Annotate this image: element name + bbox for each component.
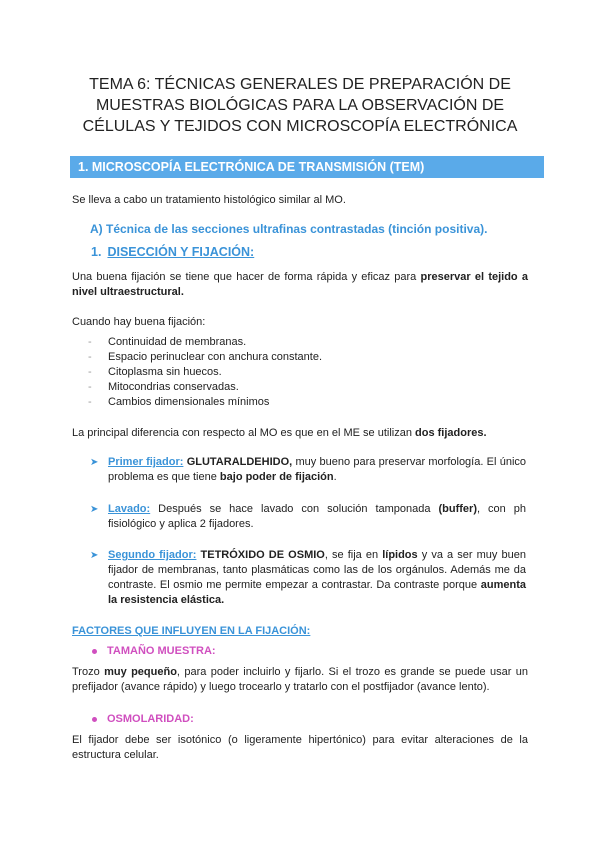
first-fixer-text-2: .	[333, 471, 337, 483]
second-fixer-item	[90, 548, 526, 608]
second-fixer-text: , se fija en	[324, 549, 383, 561]
osmolarity-heading	[92, 712, 194, 727]
first-fixer-bold: GLUTARALDEHIDO,	[186, 456, 293, 468]
arrow-right-icon: ➤	[90, 504, 99, 515]
difference-bold: dos fijadores.	[415, 427, 487, 439]
list-item: - Citoplasma sin huecos.	[88, 365, 322, 380]
title-line-3: CÉLULAS Y TEJIDOS CON MICROSCOPÍA ELECTRÓNICA	[82, 118, 518, 135]
subheading-technique: A) Técnica de las secciones ultrafinas contrastadas (tinción positiva).	[90, 222, 488, 236]
size-heading	[92, 644, 216, 659]
size-bold: muy pequeño	[104, 666, 177, 678]
bullet-dot-icon	[92, 717, 97, 722]
section-heading-tem: 1. MICROSCOPÍA ELECTRÓNICA DE TRANSMISIÓN (TEM)	[70, 156, 544, 178]
arrow-right-icon: ➤	[90, 550, 99, 561]
size-paragraph	[72, 665, 528, 695]
subheading-label: DISECCIÓN Y FIJACIÓN:	[107, 245, 255, 259]
wash-text: Después se hace lavado con solución tamponada	[150, 503, 439, 515]
wash-body	[108, 502, 526, 532]
wash-bold: (buffer)	[438, 503, 477, 515]
factors-heading: FACTORES QUE INFLUYEN EN LA FIJACIÓN:	[72, 625, 311, 637]
size-text: Trozo	[72, 666, 105, 678]
second-fixer-bold: TETRÓXIDO DE OSMIO	[200, 549, 325, 561]
second-fixer-bold-2: lípidos	[382, 549, 418, 561]
difference-text: La principal diferencia con respecto al MO es que en el ME se utilizan	[72, 427, 416, 439]
list-item: - Espacio perinuclear con anchura constante.	[88, 350, 322, 365]
good-fixation-intro: Cuando hay buena fijación:	[72, 316, 206, 328]
first-fixer-body	[108, 455, 526, 485]
fixation-text: Una buena fijación se tiene que hacer de forma rápida y eficaz para	[72, 271, 421, 283]
second-fixer-bold-3: aumenta la resistencia elástica.	[108, 579, 526, 606]
list-item: - Mitocondrias conservadas.	[88, 380, 322, 395]
size-heading-text: TAMAÑO MUESTRA:	[107, 645, 216, 657]
subheading-number: 1.	[91, 245, 102, 259]
list-item: - Continuidad de membranas.	[88, 335, 322, 350]
wash-label: Lavado:	[108, 503, 151, 515]
list-item: - Cambios dimensionales mínimos	[88, 395, 322, 410]
first-fixer-bold-2: bajo poder de fijación	[219, 471, 334, 483]
title-line-2: MUESTRAS BIOLÓGICAS PARA LA OBSERVACIÓN DE	[95, 97, 505, 114]
second-fixer-label: Segundo fijador:	[108, 549, 197, 561]
page-title	[60, 74, 540, 137]
fixation-paragraph	[72, 270, 528, 300]
title-line-1: TEMA 6: TÉCNICAS GENERALES DE PREPARACIÓN DE	[89, 76, 511, 93]
first-fixer-text: muy bueno para preservar morfología. El único problema es que tiene	[108, 456, 527, 483]
bullet-dot-icon	[92, 649, 97, 654]
subheading-dissection	[91, 245, 254, 260]
size-text-2: , para poder incluirlo y fijarlo. Si el trozo es grande se puede usar un prefijador (avance rápido) y luego trocearlo y tratarlo con el postfijador (avance lento).	[72, 666, 528, 693]
wash-item	[90, 502, 526, 532]
wash-text-2: , con ph fisiológico y aplica 2 fijadores.	[108, 503, 526, 530]
first-fixer-label: Primer fijador:	[108, 456, 184, 468]
osmolarity-heading-text: OSMOLARIDAD:	[107, 713, 194, 725]
good-fixation-list	[88, 335, 322, 410]
arrow-right-icon: ➤	[90, 457, 99, 468]
osmolarity-paragraph: El fijador debe ser isotónico (o ligeramente hipertónico) para evitar alteraciones de la estructura celular.	[72, 734, 528, 761]
fixation-bold: preservar el tejido a nivel ultraestructural.	[72, 271, 528, 298]
difference-paragraph	[72, 426, 528, 441]
second-fixer-body	[108, 548, 526, 608]
second-fixer-text-2: y va a ser muy buen fijador de membranas, tanto plasmáticas como las de los orgánulos. Además me da contraste. El osmio me permite empezar a contrastar. Da contraste porque	[108, 549, 526, 591]
first-fixer-item	[90, 455, 526, 485]
intro-paragraph: Se lleva a cabo un tratamiento histológico similar al MO.	[72, 194, 346, 206]
